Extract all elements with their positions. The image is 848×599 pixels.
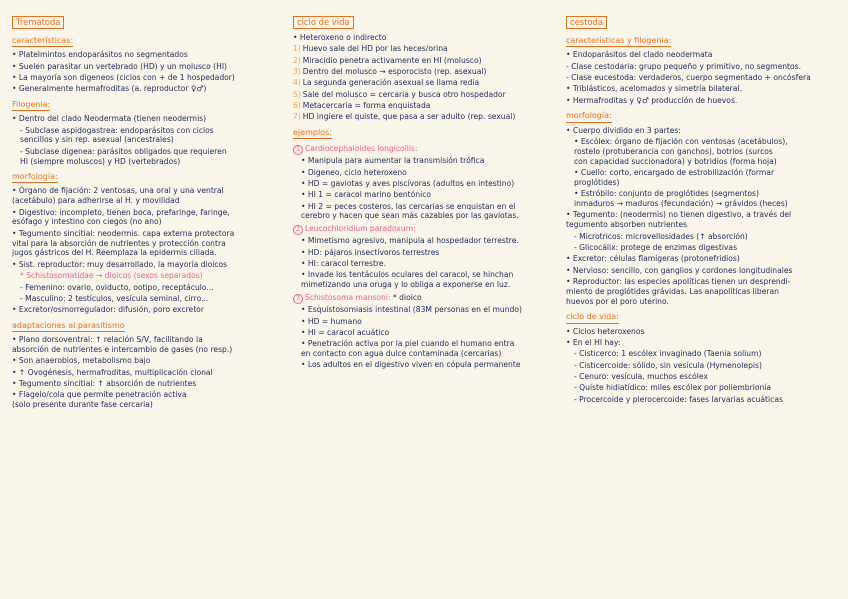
list-item: - Clase cestodaria: grupo pequeño y primitivo, no segmentos.: [566, 61, 802, 71]
list-item: - Cisticercoide: sólido, sin vesícula (Hymenolepis): [574, 360, 762, 370]
list-item: - Subclase digenea: parásitos obligados que requieren HI (siempre moluscos) y HD (vertebrados): [20, 146, 227, 166]
heading-morfologia: morfología:: [566, 111, 612, 122]
heading-ejemplos: ejemplos:: [293, 128, 332, 139]
list-item: • Heteroxeno o indirecto: [293, 32, 387, 42]
list-item: • Mimetismo agresivo, manipula al hospedador terrestre.: [301, 236, 519, 246]
heading-adaptaciones: adaptaciones al parasitismo: [12, 321, 125, 332]
list-item: • HD = gaviotas y aves piscívoras (adultos en intestino): [301, 178, 515, 188]
list-item: - Glicocálix: protege de enzimas digestivas: [574, 242, 738, 252]
step-text: La segunda generación asexual se llama redia: [302, 78, 480, 88]
list-item: • Hermafroditas y ♀♂ producción de huevos.: [566, 95, 738, 105]
list-item: • Endoparásitos del clado neodermata: [566, 50, 713, 60]
list-item: - Microtricos: microvellosidades (↑ absorción): [574, 231, 748, 241]
list-item: • Penetración activa por la piel cuando el humano entra en contacto con agua dulce contaminada (cercarias): [301, 339, 515, 359]
list-item: • HI: caracol terrestre.: [301, 259, 387, 269]
list-item: • Son anaerobios, metabolismo bajo: [12, 356, 151, 366]
step-2: 2) Miracidio penetra activamente en HI (molusco): [293, 55, 482, 65]
list-item: • Esquistosomiasis intestinal (83M personas en el mundo): [301, 305, 522, 315]
list-item: • Tegumento sincitial: neodermis. capa externa protectora vital para la absorción de nutrientes y protección contra jugos gástricos del H. Reemplaza la epidermis ciliada.: [12, 228, 235, 258]
list-item: • HD: pájaros insectívoros terrestres: [301, 247, 440, 257]
list-item: • Flagelo/cola que permite penetración activa (solo presente durante fase cercaria): [12, 390, 187, 410]
column-trematoda: [12, 16, 282, 412]
example-1-heading: 1 Cardiocephaloides longicollis:: [293, 144, 563, 155]
list-item: • En el HI hay:: [566, 337, 621, 347]
list-item: • Tegumento sincitial: ↑ absorción de nutrientes: [12, 378, 197, 388]
example-3-heading: 3 Schistosoma mansoni: * dioico: [293, 293, 563, 304]
step-6: 6) Metacercaria = forma enquistada: [293, 101, 431, 111]
list-item: • Sist. reproductor: muy desarrollado, la mayoría dioicos: [12, 259, 228, 269]
heading-morfologia: morfología:: [12, 172, 58, 183]
title-trematoda: Trematoda: [12, 16, 64, 29]
list-item: • Excretor: células flamígeras (protonefridios): [566, 254, 740, 264]
step-3: 3) Dentro del molusco → esporocisto (rep. asexual): [293, 67, 487, 76]
list-item: - Cisticerco: 1 escólex invaginado (Taenia solium): [574, 349, 762, 359]
list-item: • HD = humano: [301, 316, 362, 326]
list-item: • Plano dorsoventral: ↑ relación S/V, facilitando la absorción de nutrientes e intercambio de gases (no resp.): [12, 335, 233, 354]
list-item: • Los adultos en el digestivo viven en cópula permanente: [301, 360, 521, 370]
list-item: • Ciclos heteroxenos: [566, 326, 645, 336]
title-ciclo-de-vida: ciclo de vida: [293, 16, 354, 29]
heading-filogenia: Filogenia:: [12, 100, 50, 111]
list-item: • HI 1 = caracol marino bentónico: [301, 190, 432, 200]
step-text: Huevo sale del HD por las heces/orina: [302, 44, 448, 54]
list-item: - Cenuro: vesícula, muchos escólex: [574, 371, 708, 381]
list-item: - Subclase aspidogastrea: endoparásitos con ciclos sencillos y sin rep. asexual (ancestrales): [20, 125, 214, 145]
step-text: Dentro del molusco → esporocisto (rep. asexual): [302, 67, 487, 76]
list-item: - Clase eucestoda: verdaderos, cuerpo segmentado + oncósfera: [566, 73, 811, 83]
list-item: • Escólex: órgano de fijación con ventosas (acetábulos), rostelo (protuberancia con ganchos), botrios (surcos con capacidad succionadora) y botridios (forma hoja): [574, 136, 788, 166]
list-item: • Invade los tentáculos oculares del caracol, se hinchan mimetizando una oruga y lo obliga a exponerse en luz.: [301, 270, 514, 290]
list-item: • Manipula para aumentar la transmisión trófica: [301, 156, 485, 166]
step-text: Miracidio penetra activamente en HI (molusco): [302, 55, 482, 65]
list-item: • Dentro del clado Neodermata (tienen neodermis): [12, 114, 207, 124]
step-1: 1) Huevo sale del HD por las heces/orina: [293, 44, 448, 54]
heading-ciclo-de-vida: ciclo de vida:: [566, 312, 619, 323]
example-2-heading: 2 Leucochloridium paradoxum:: [293, 224, 563, 235]
step-7: 7) HD ingiere el quiste, que pasa a ser adulto (rep. sexual): [293, 112, 516, 122]
list-item: • Suelen parasitar un vertebrado (HD) y un molusco (HI): [12, 61, 228, 71]
list-item: - Femenino: ovario, oviducto, ootipo, receptáculo...: [20, 282, 214, 292]
list-item: • ↑ Ovogénesis, hermafroditas, multiplicación clonal: [12, 367, 213, 377]
list-item: • Digestivo: incompleto, tienen boca, prefaringe, faringe, esófago y intestino con ciegos (no ano): [12, 207, 230, 227]
step-text: Metacercaria = forma enquistada: [302, 101, 431, 111]
step-4: 4) La segunda generación asexual se llama redia: [293, 78, 480, 88]
list-item: • Cuerpo dividido en 3 partes:: [566, 125, 681, 135]
list-item: • HI 2 = peces costeros, las cercarias se enquistan en el cerebro y hacen que sean más cazables por las gaviotas.: [301, 201, 519, 221]
list-item: • Nervioso: sencillo, con ganglios y cordones longitudinales: [566, 265, 793, 275]
list-item: • Digeneo, ciclo heteroxeno: [301, 167, 407, 177]
list-item: • Generalmente hermafroditas (a. reproductor ♀♂): [12, 84, 207, 94]
heading-caracteristicas: características:: [12, 36, 73, 47]
list-item: - Quiste hidiatídico: miles escólex por poliembrionía: [574, 383, 772, 393]
list-item: - Masculino: 2 testículos, vesícula seminal, cirro...: [20, 293, 209, 303]
heading-caracteristicas-filogenia: características y filogenia:: [566, 36, 671, 47]
list-item: • Triblásticos, acelomados y simetría bilateral.: [566, 84, 742, 94]
list-item: • Platelmintos endoparásitos no segmentados: [12, 50, 188, 60]
list-item: • Excretor/osmorregulador: difusión, poro excretor: [12, 305, 204, 315]
list-item: • Reproductor: las especies apolíticas tienen un desprendi- miento de proglótides grávidas. Las anapolíticas liberan huevos por el poro uterino.: [566, 277, 791, 306]
list-item: - Procercoide y plerocercoide: fases larvarias acuáticas: [574, 394, 783, 404]
list-item: • Órgano de fijación: 2 ventosas, una oral y una ventral (acetábulo) para adherirse al H. y movilidad: [12, 186, 224, 206]
list-item: * Schistosomatidae → dioicos (sexos separados): [20, 271, 203, 281]
list-item: • Cuello: corto, encargado de estrobilización (formar proglótides): [574, 167, 775, 187]
list-item: • Tegumento: (neodermis) no tienen digestivo, a través del tegumento absorben nutrientes: [566, 210, 792, 230]
step-text: Sale del molusco = cercaria y busca otro hospedador: [302, 89, 506, 99]
list-item: • Estróbilo: conjunto de proglótides (segmentos) inmaduros → maduros (fecundación) → grávidos (heces): [574, 189, 788, 209]
list-item: • HI = caracol acuático: [301, 327, 390, 337]
step-5: 5) Sale del molusco = cercaria y busca otro hospedador: [293, 89, 506, 99]
step-text: HD ingiere el quiste, que pasa a ser adulto (rep. sexual): [302, 112, 516, 122]
column-cestoda: [566, 16, 841, 406]
title-cestoda: cestoda: [566, 16, 607, 29]
column-ciclo-de-vida: [293, 16, 563, 372]
list-item: • La mayoría son digeneos (ciclos con + de 1 hospedador): [12, 73, 235, 83]
